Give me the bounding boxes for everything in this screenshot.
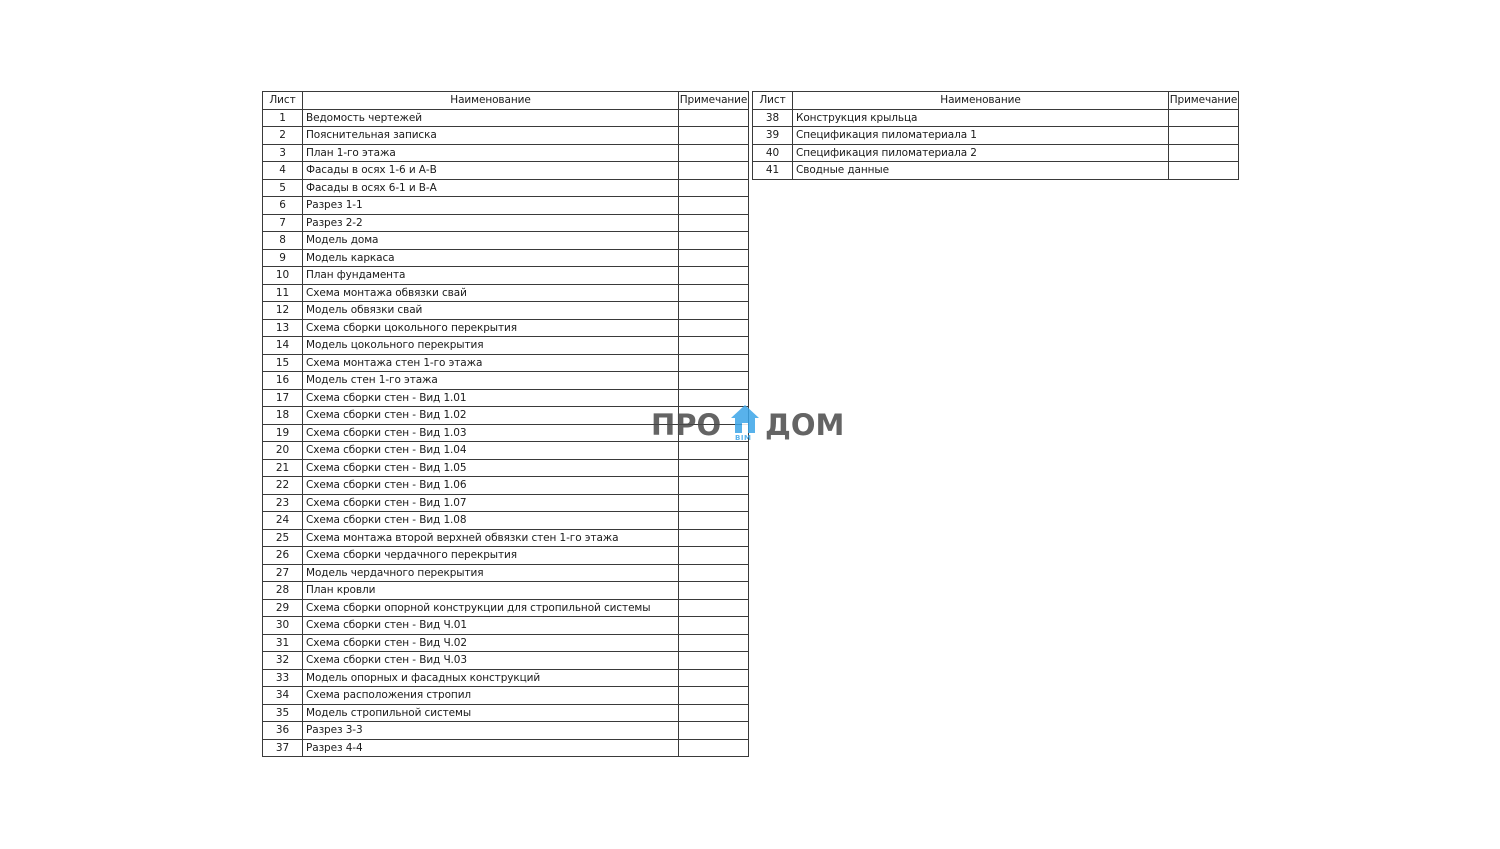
drawing-name-cell: Модель стен 1-го этажа — [303, 372, 679, 390]
drawing-name-cell: Модель цокольного перекрытия — [303, 337, 679, 355]
sheet-number-cell: 1 — [263, 109, 303, 127]
drawing-name-cell: Разрез 4-4 — [303, 739, 679, 757]
note-cell — [679, 512, 749, 530]
sheet-number-cell: 24 — [263, 512, 303, 530]
drawing-name-cell: Пояснительная записка — [303, 127, 679, 145]
column-header-name: Наименование — [793, 92, 1169, 110]
sheet-number-cell: 29 — [263, 599, 303, 617]
note-cell — [679, 599, 749, 617]
column-header-sheet: Лист — [263, 92, 303, 110]
sheet-number-cell: 37 — [263, 739, 303, 757]
table-row — [263, 512, 749, 530]
table-row — [263, 687, 749, 705]
drawing-name-cell: Схема сборки стен - Вид 1.07 — [303, 494, 679, 512]
watermark-text-dom: ДОМ — [765, 408, 845, 442]
table-row — [263, 669, 749, 687]
watermark-text-bim: BIM — [735, 434, 752, 442]
drawing-name-cell: План 1-го этажа — [303, 144, 679, 162]
note-cell — [679, 739, 749, 757]
sheet-number-cell: 41 — [753, 162, 793, 180]
sheet-number-cell: 34 — [263, 687, 303, 705]
table-row — [263, 582, 749, 600]
table-row — [263, 144, 749, 162]
prodom-watermark-logo — [651, 403, 851, 445]
sheet-number-cell: 12 — [263, 302, 303, 320]
table-row — [263, 354, 749, 372]
table-body-right — [753, 109, 1239, 179]
table-row — [263, 337, 749, 355]
note-cell — [679, 179, 749, 197]
sheet-number-cell: 32 — [263, 652, 303, 670]
sheet-number-cell: 36 — [263, 722, 303, 740]
table-row — [263, 319, 749, 337]
sheet-number-cell: 9 — [263, 249, 303, 267]
sheet-number-cell: 4 — [263, 162, 303, 180]
sheet-number-cell: 6 — [263, 197, 303, 215]
note-cell — [679, 582, 749, 600]
drawing-name-cell: План кровли — [303, 582, 679, 600]
table-row — [263, 529, 749, 547]
drawing-name-cell: Схема сборки стен - Вид 1.02 — [303, 407, 679, 425]
drawing-name-cell: Схема сборки чердачного перекрытия — [303, 547, 679, 565]
sheet-number-cell: 33 — [263, 669, 303, 687]
note-cell — [679, 284, 749, 302]
sheet-number-cell: 19 — [263, 424, 303, 442]
column-header-sheet: Лист — [753, 92, 793, 110]
note-cell — [679, 319, 749, 337]
drawing-name-cell: Фасады в осях 6-1 и В-А — [303, 179, 679, 197]
drawing-name-cell: Сводные данные — [793, 162, 1169, 180]
table-row — [263, 547, 749, 565]
note-cell — [679, 162, 749, 180]
table-row — [753, 109, 1239, 127]
note-cell — [679, 232, 749, 250]
note-cell — [679, 337, 749, 355]
note-cell — [679, 459, 749, 477]
sheet-number-cell: 13 — [263, 319, 303, 337]
drawing-name-cell: Модель стропильной системы — [303, 704, 679, 722]
table-row — [263, 162, 749, 180]
sheet-number-cell: 28 — [263, 582, 303, 600]
watermark-text-pro: ПРО — [651, 408, 722, 442]
table-row — [263, 652, 749, 670]
drawing-name-cell: Модель чердачного перекрытия — [303, 564, 679, 582]
drawing-list-table-right — [752, 91, 1239, 180]
sheet-number-cell: 40 — [753, 144, 793, 162]
sheet-number-cell: 3 — [263, 144, 303, 162]
drawing-name-cell: Схема сборки стен - Вид 1.05 — [303, 459, 679, 477]
table-row — [263, 459, 749, 477]
sheet-number-cell: 39 — [753, 127, 793, 145]
drawing-name-cell: Схема сборки стен - Вид 1.03 — [303, 424, 679, 442]
drawing-name-cell: Схема монтажа обвязки свай — [303, 284, 679, 302]
drawing-name-cell: Схема сборки стен - Вид Ч.01 — [303, 617, 679, 635]
table-row — [263, 477, 749, 495]
table-row — [263, 179, 749, 197]
note-cell — [679, 354, 749, 372]
sheet-number-cell: 18 — [263, 407, 303, 425]
sheet-number-cell: 5 — [263, 179, 303, 197]
drawing-name-cell: Модель обвязки свай — [303, 302, 679, 320]
table-row — [263, 267, 749, 285]
drawing-name-cell: Фасады в осях 1-6 и А-В — [303, 162, 679, 180]
drawing-name-cell: Разрез 1-1 — [303, 197, 679, 215]
sheet-number-cell: 35 — [263, 704, 303, 722]
drawing-name-cell: Спецификация пиломатериала 1 — [793, 127, 1169, 145]
sheet-number-cell: 27 — [263, 564, 303, 582]
sheet-number-cell: 22 — [263, 477, 303, 495]
table-row — [263, 109, 749, 127]
sheet-number-cell: 26 — [263, 547, 303, 565]
sheet-number-cell: 7 — [263, 214, 303, 232]
note-cell — [679, 529, 749, 547]
table-row — [263, 739, 749, 757]
sheet-number-cell: 10 — [263, 267, 303, 285]
note-cell — [679, 704, 749, 722]
sheet-number-cell: 15 — [263, 354, 303, 372]
table-row — [263, 232, 749, 250]
drawing-name-cell: Схема монтажа стен 1-го этажа — [303, 354, 679, 372]
table-row — [263, 634, 749, 652]
note-cell — [679, 617, 749, 635]
table-row — [753, 144, 1239, 162]
drawing-name-cell: Модель дома — [303, 232, 679, 250]
note-cell — [679, 144, 749, 162]
drawing-name-cell: Схема сборки опорной конструкции для стропильной системы — [303, 599, 679, 617]
drawing-name-cell: Конструкция крыльца — [793, 109, 1169, 127]
table-row — [263, 302, 749, 320]
note-cell — [1169, 127, 1239, 145]
column-header-note: Примечание — [679, 92, 749, 110]
note-cell — [679, 267, 749, 285]
drawing-name-cell: Схема монтажа второй верхней обвязки стен 1-го этажа — [303, 529, 679, 547]
table-row — [263, 249, 749, 267]
column-header-name: Наименование — [303, 92, 679, 110]
note-cell — [679, 477, 749, 495]
drawing-name-cell: Разрез 3-3 — [303, 722, 679, 740]
note-cell — [1169, 144, 1239, 162]
note-cell — [679, 564, 749, 582]
note-cell — [679, 127, 749, 145]
sheet-number-cell: 8 — [263, 232, 303, 250]
drawing-name-cell: Схема сборки стен - Вид Ч.02 — [303, 634, 679, 652]
sheet-number-cell: 30 — [263, 617, 303, 635]
note-cell — [679, 109, 749, 127]
drawing-name-cell: Ведомость чертежей — [303, 109, 679, 127]
table-row — [753, 162, 1239, 180]
note-cell — [679, 302, 749, 320]
table-header-row — [753, 92, 1239, 110]
table-row — [263, 284, 749, 302]
note-cell — [1169, 109, 1239, 127]
note-cell — [679, 547, 749, 565]
drawing-name-cell: Модель опорных и фасадных конструкций — [303, 669, 679, 687]
sheet-number-cell: 14 — [263, 337, 303, 355]
sheet-number-cell: 20 — [263, 442, 303, 460]
sheet-number-cell: 16 — [263, 372, 303, 390]
table-row — [263, 722, 749, 740]
drawing-name-cell: Спецификация пиломатериала 2 — [793, 144, 1169, 162]
table-row — [263, 372, 749, 390]
note-cell — [679, 197, 749, 215]
drawing-name-cell: Схема сборки стен - Вид 1.06 — [303, 477, 679, 495]
note-cell — [679, 494, 749, 512]
table-row — [263, 214, 749, 232]
note-cell — [679, 687, 749, 705]
drawing-name-cell: Разрез 2-2 — [303, 214, 679, 232]
column-header-note: Примечание — [1169, 92, 1239, 110]
note-cell — [679, 372, 749, 390]
table-row — [263, 127, 749, 145]
drawing-name-cell: Схема сборки стен - Вид 1.01 — [303, 389, 679, 407]
note-cell — [679, 214, 749, 232]
drawing-name-cell: Схема сборки стен - Вид 1.04 — [303, 442, 679, 460]
sheet-number-cell: 21 — [263, 459, 303, 477]
drawing-name-cell: Схема сборки стен - Вид Ч.03 — [303, 652, 679, 670]
drawing-name-cell: Схема сборки стен - Вид 1.08 — [303, 512, 679, 530]
table-row — [753, 127, 1239, 145]
table-row — [263, 494, 749, 512]
note-cell — [679, 249, 749, 267]
drawing-name-cell: План фундамента — [303, 267, 679, 285]
sheet-number-cell: 17 — [263, 389, 303, 407]
sheet-number-cell: 2 — [263, 127, 303, 145]
drawing-name-cell: Модель каркаса — [303, 249, 679, 267]
table-header-row — [263, 92, 749, 110]
table-row — [263, 704, 749, 722]
note-cell — [679, 652, 749, 670]
sheet-number-cell: 23 — [263, 494, 303, 512]
sheet-number-cell: 38 — [753, 109, 793, 127]
sheet-number-cell: 25 — [263, 529, 303, 547]
note-cell — [1169, 162, 1239, 180]
note-cell — [679, 669, 749, 687]
table-row — [263, 617, 749, 635]
table-row — [263, 564, 749, 582]
note-cell — [679, 634, 749, 652]
note-cell — [679, 722, 749, 740]
sheet-number-cell: 11 — [263, 284, 303, 302]
table-row — [263, 599, 749, 617]
drawing-name-cell: Схема расположения стропил — [303, 687, 679, 705]
table-row — [263, 197, 749, 215]
drawing-name-cell: Схема сборки цокольного перекрытия — [303, 319, 679, 337]
sheet-number-cell: 31 — [263, 634, 303, 652]
